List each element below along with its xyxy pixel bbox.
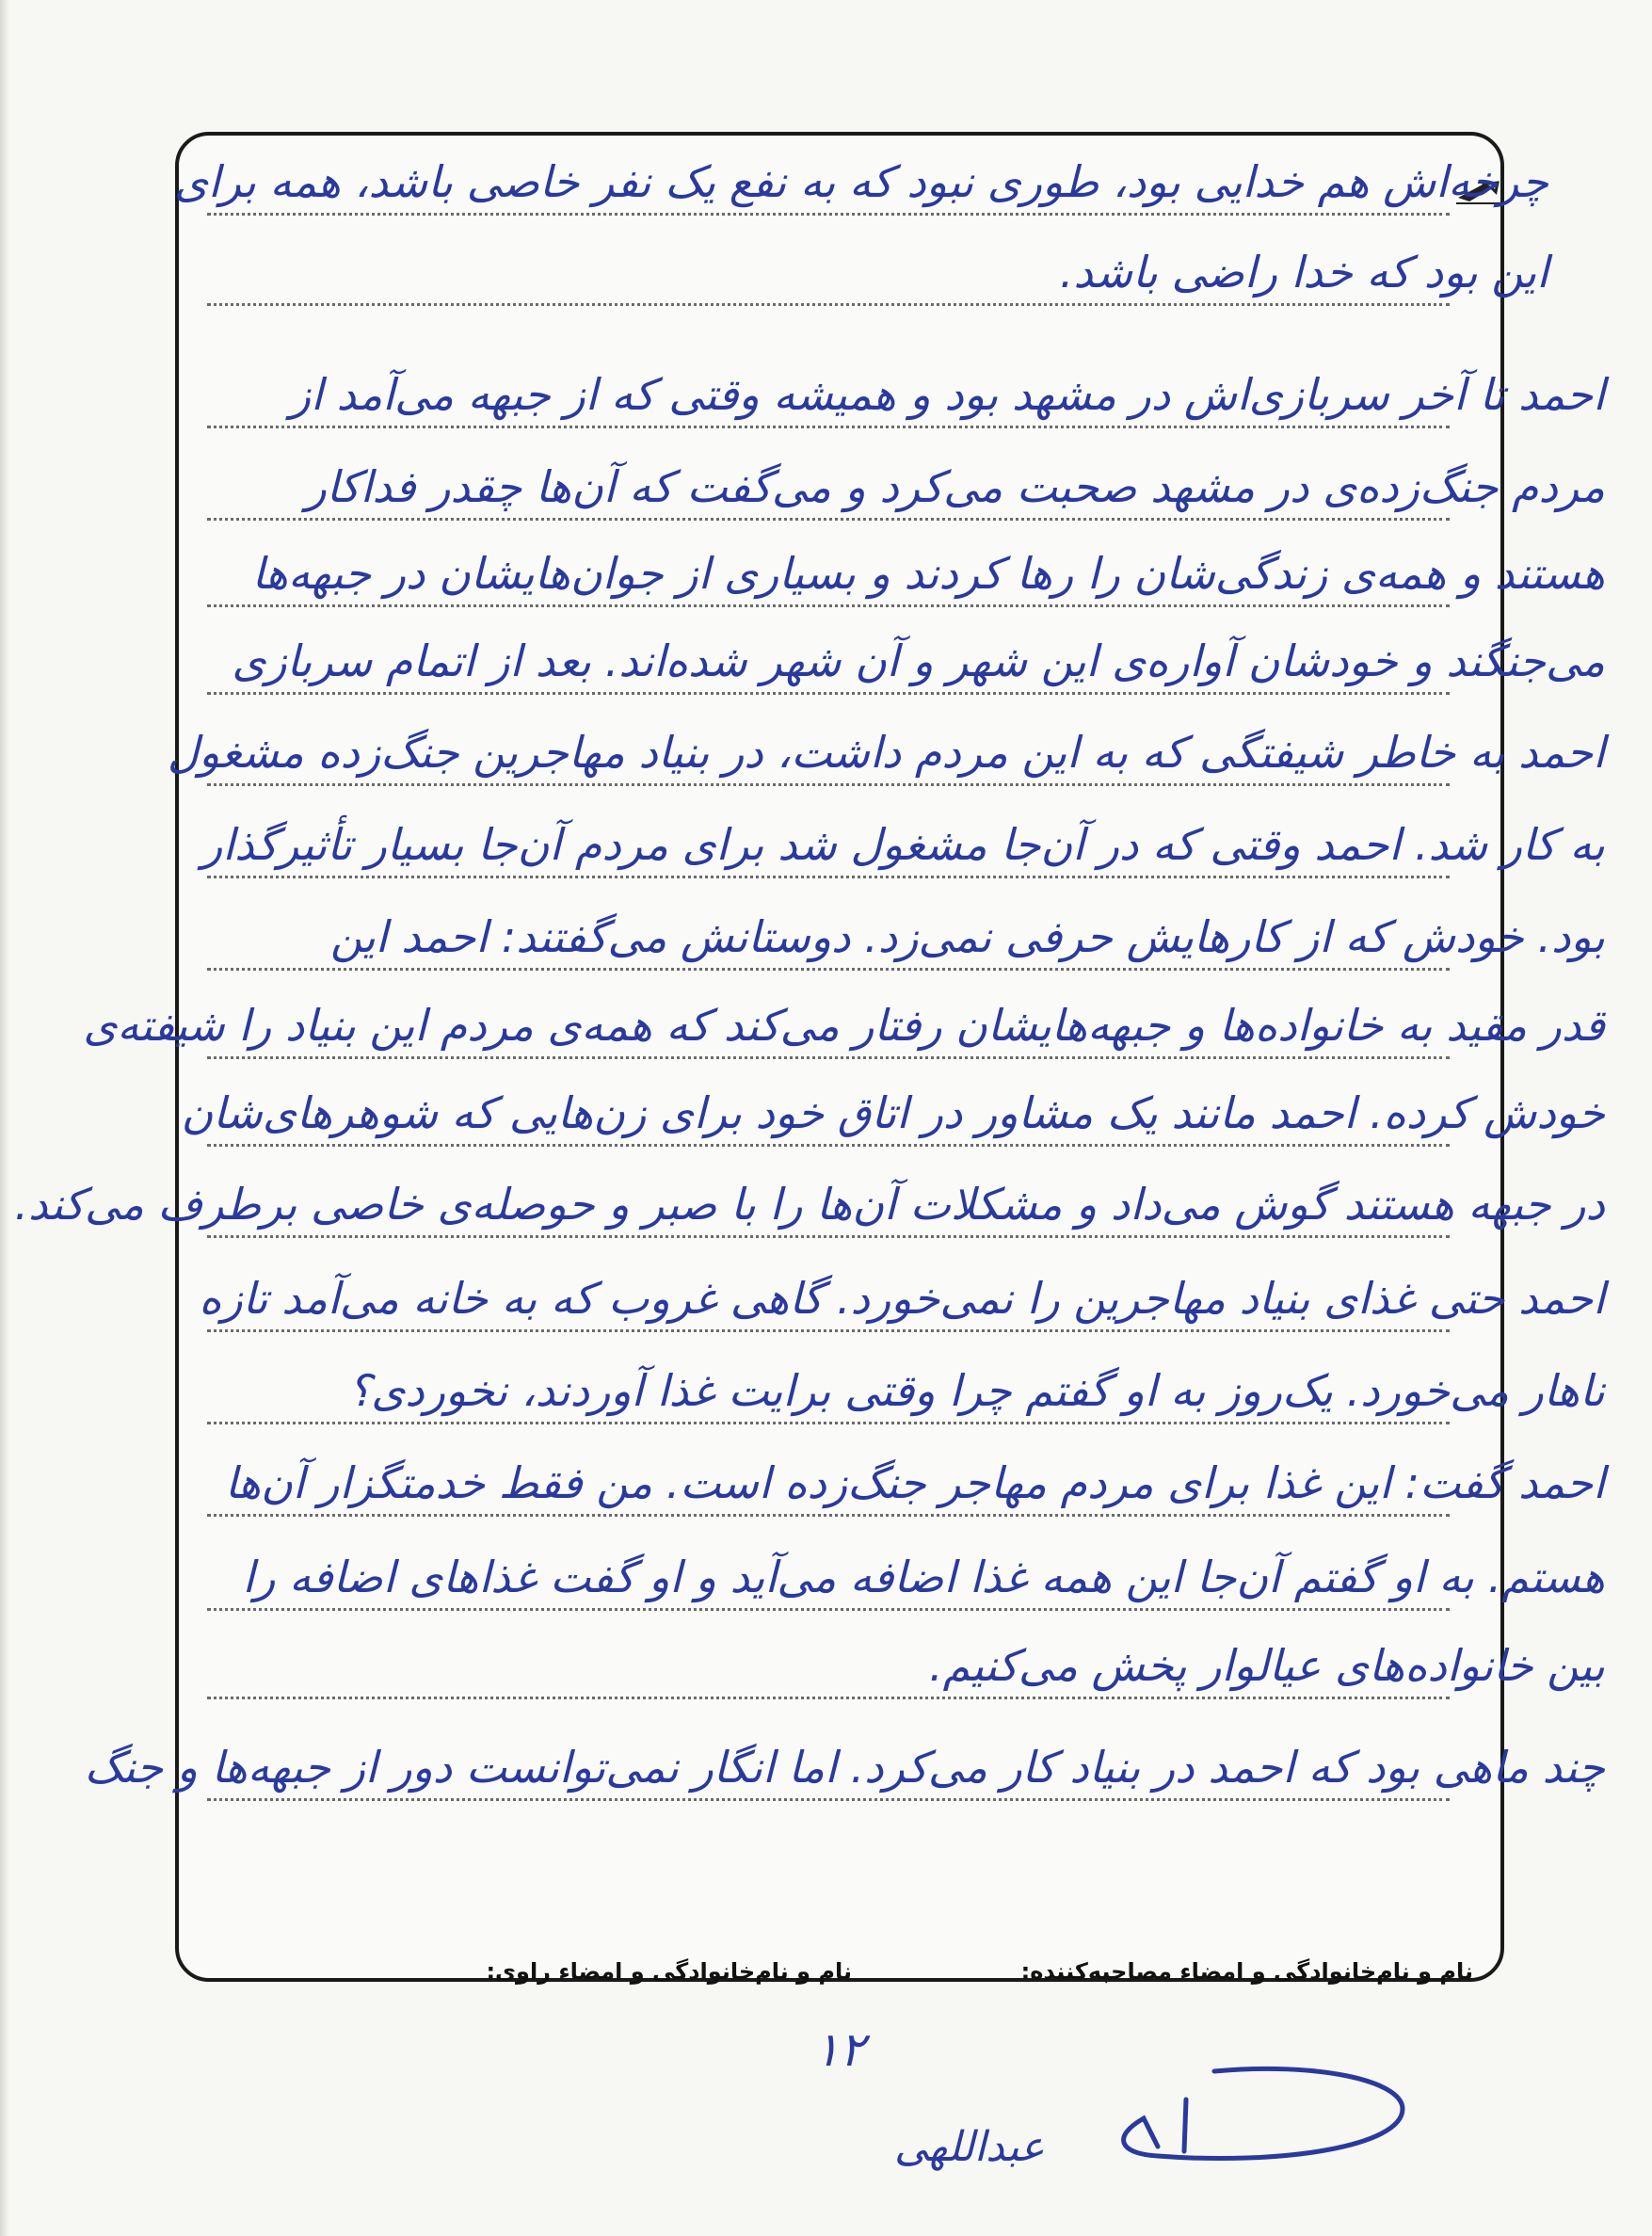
- handwritten-line: چند ماهی بود که احمد در بنیاد کار می‌کرد. اما انگار نمی‌توانست دور از جبهه‌ها و جنگ: [84, 1742, 1605, 1793]
- handwritten-line: به کار شد. احمد وقتی که در آن‌جا مشغول شد برای مردم آن‌جا بسیار تأثیرگذار: [201, 819, 1605, 870]
- ruled-line: [207, 1798, 1450, 1801]
- ruled-line: [207, 426, 1450, 428]
- ruled-line: [207, 692, 1450, 695]
- handwritten-line: هستم. به او گفتم آن‌جا این همه غذا اضافه می‌آید و او گفت غذاهای اضافه را: [242, 1552, 1605, 1602]
- handwritten-line: احمد تا آخر سربازی‌اش در مشهد بود و همیشه وقتی که از جبهه می‌آمد از: [289, 369, 1605, 420]
- ruled-line: [207, 518, 1450, 521]
- handwritten-line: هستند و همه‌ی زندگی‌شان را رها کردند و بسیاری از جوان‌هایشان در جبهه‌ها: [251, 548, 1605, 599]
- handwritten-line: احمد به خاطر شیفتگی که به این مردم داشت، در بنیاد مهاجرین جنگ‌زده مشغول: [167, 727, 1605, 778]
- ruled-line: [207, 1422, 1450, 1424]
- interviewer-signature-label: نام و نام‌خانوادگی و امضاء مصاحبه‌کننده:: [1020, 1958, 1473, 1985]
- signature-text: عبداللهی: [894, 2123, 1045, 2171]
- page-number: ۱۲: [814, 2022, 865, 2077]
- ruled-line: [207, 303, 1450, 306]
- handwritten-line: این بود که خدا راضی باشد.: [1059, 247, 1548, 298]
- handwritten-line: چرخه‌اش هم خدایی بود، طوری نبود که به نفع یک نفر خاصی باشد، همه برای: [173, 156, 1548, 207]
- ruled-line: [207, 783, 1450, 786]
- handwritten-line: در جبهه هستند گوش می‌داد و مشکلات آن‌ها را با صبر و حوصله‌ی خاصی برطرف می‌کند.: [14, 1179, 1605, 1230]
- handwritten-line: خودش کرده. احمد مانند یک مشاور در اتاق خود برای زن‌هایی که شوهرهای‌شان: [181, 1087, 1605, 1138]
- ruled-line: [207, 968, 1450, 971]
- ruled-line: [207, 1056, 1450, 1059]
- ruled-line: [207, 876, 1450, 878]
- handwritten-line: احمد گفت: این غذا برای مردم مهاجر جنگ‌زده است. من فقط خدمتگزار آن‌ها: [224, 1457, 1605, 1508]
- ruled-line: [207, 1514, 1450, 1517]
- handwritten-line: بود. خودش که از کارهایش حرفی نمی‌زد. دوستانش می‌گفتند: احمد این: [329, 911, 1605, 962]
- narrator-signature-label: نام و نام‌خانوادگی و امضاء راوی:: [486, 1958, 852, 1985]
- ruled-line: [207, 1235, 1450, 1238]
- page-edge: [0, 0, 9, 2236]
- handwritten-line: احمد حتی غذای بنیاد مهاجرین را نمی‌خورد. گاهی غروب که به خانه می‌آمد تازه: [199, 1273, 1605, 1324]
- handwritten-line: بین خانواده‌های عیالوار پخش می‌کنیم.: [929, 1640, 1605, 1691]
- handwritten-line: می‌جنگند و خودشان آواره‌ی این شهر و آن شهر شده‌اند. بعد از اتمام سربازی: [232, 635, 1605, 686]
- handwritten-line: ناهار می‌خورد. یک‌روز به او گفتم چرا وقتی برایت غذا آوردند، نخوردی؟: [347, 1365, 1605, 1416]
- ruled-line: [207, 604, 1450, 607]
- ruled-line: [207, 213, 1450, 216]
- ruled-line: [207, 1144, 1450, 1147]
- handwritten-line: مردم جنگ‌زده‌ی در مشهد صحبت می‌کرد و می‌گفت که آن‌ها چقدر فداکار: [305, 461, 1605, 512]
- ruled-line: [207, 1329, 1450, 1332]
- handwritten-line: قدر مقید به خانواده‌ها و جبهه‌هایشان رفتار می‌کند که همه‌ی مردم این بنیاد را شیفته‌ی: [83, 1000, 1605, 1051]
- ruled-line: [207, 1608, 1450, 1611]
- ruled-line: [207, 1697, 1450, 1699]
